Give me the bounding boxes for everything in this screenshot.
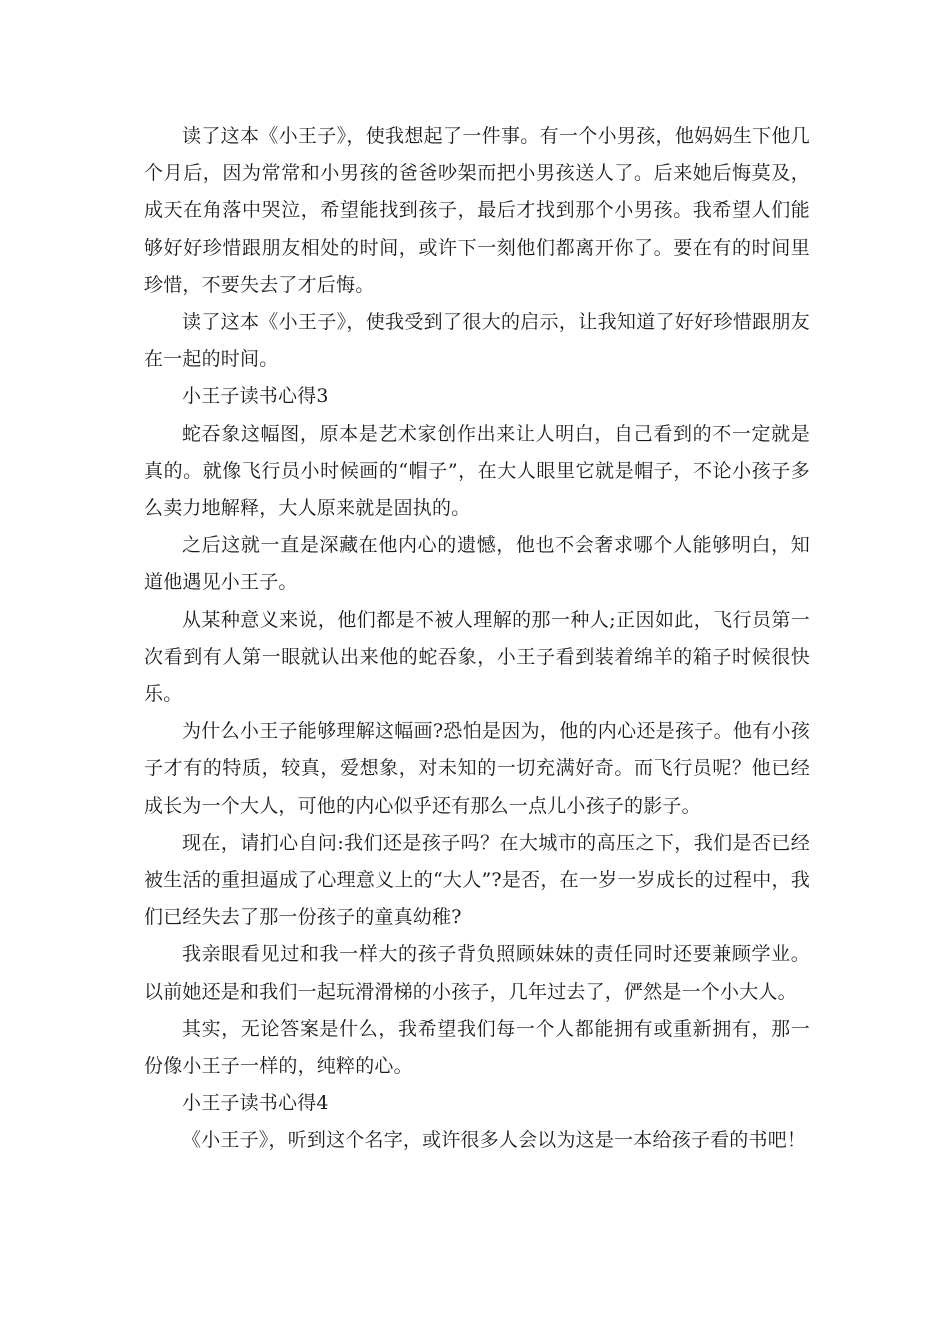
paragraph: 从某种意义来说，他们都是不被人理解的那一种人;正因如此，飞行员第一次看到有人第一眼就认出来他的蛇吞象，小王子看到装着绵羊的箱子时候很快乐。 <box>144 608 810 706</box>
paragraph: 之后这就一直是深藏在他内心的遗憾，他也不会奢求哪个人能够明白，知道他遇见小王子。 <box>144 534 810 594</box>
paragraph: 读了这本《小王子》，使我想起了一件事。有一个小男孩，他妈妈生下他几个月后，因为常常和小男孩的爸爸吵架而把小男孩送人了。后来她后悔莫及，成天在角落中哭泣，希望能找到孩子，最后才找到那个小男孩。我希望人们能够好好珍惜跟朋友相处的时间，或许下一刻他们都离开你了。要在有的时间里珍惜，不要失去了才后悔。 <box>144 125 810 296</box>
paragraph: 为什么小王子能够理解这幅画?恐怕是因为，他的内心还是孩子。他有小孩子才有的特质，较真，爱想象，对未知的一切充满好奇。而飞行员呢？他已经成长为一个大人，可他的内心似乎还有那么一点儿小孩子的影子。 <box>144 720 810 817</box>
section-heading: 小王子读书心得3 <box>182 385 329 408</box>
paragraph: 读了这本《小王子》，使我受到了很大的启示，让我知道了好好珍惜跟朋友在一起的时间。 <box>144 311 810 371</box>
document-body <box>144 118 810 1160</box>
paragraph: 现在，请扪心自问:我们还是孩子吗？在大城市的高压之下，我们是否已经被生活的重担逼成了心理意义上的“大人”?是否，在一岁一岁成长的过程中，我们已经失去了那一份孩子的童真幼稚? <box>144 831 810 929</box>
paragraph: 我亲眼看见过和我一样大的孩子背负照顾妹妹的责任同时还要兼顾学业。以前她还是和我们一起玩滑滑梯的小孩子，几年过去了，俨然是一个小大人。 <box>144 943 810 1003</box>
paragraph: 蛇吞象这幅图，原本是艺术家创作出来让人明白，自己看到的不一定就是真的。就像飞行员小时候画的“帽子”，在大人眼里它就是帽子，不论小孩子多么卖力地解释，大人原来就是固执的。 <box>144 422 810 520</box>
paragraph: 其实，无论答案是什么，我希望我们每一个人都能拥有或重新拥有，那一份像小王子一样的，纯粹的心。 <box>144 1017 810 1078</box>
section-heading: 小王子读书心得4 <box>182 1092 329 1115</box>
paragraph: 《小王子》，听到这个名字，或许很多人会以为这是一本给孩子看的书吧！ <box>182 1129 807 1152</box>
